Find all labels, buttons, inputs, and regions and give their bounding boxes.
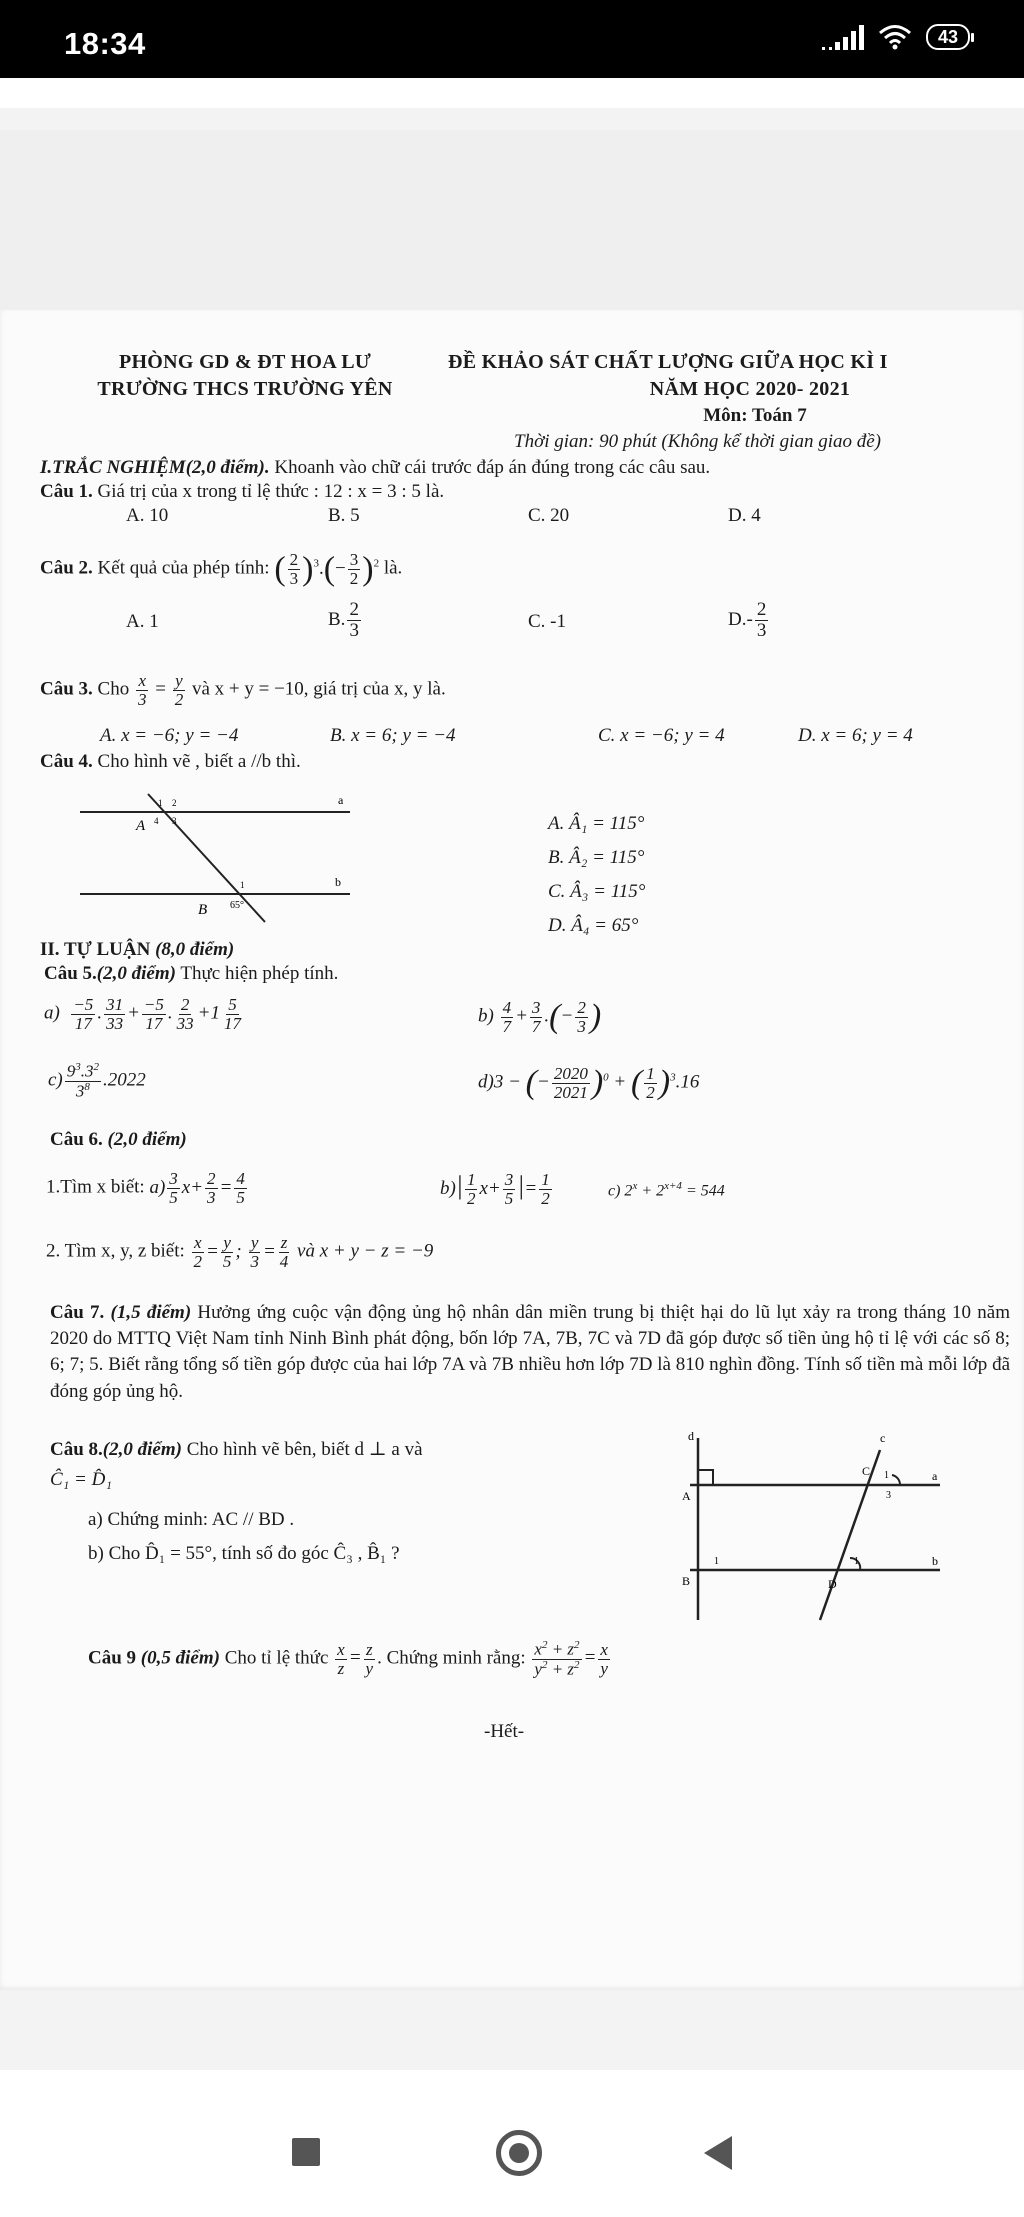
fig8-label-B: B xyxy=(682,1574,691,1588)
section2-points: (8,0 điểm) xyxy=(155,939,235,960)
exam-title: ĐỀ KHẢO SÁT CHẤT LƯỢNG GIỮA HỌC KÌ I xyxy=(448,351,888,373)
status-time: 18:34 xyxy=(64,26,146,61)
q8-line xyxy=(50,1438,423,1462)
q4-option-c: C. Â₃ = 115° xyxy=(548,881,646,902)
q8-figure xyxy=(640,1430,960,1630)
school-year: NĂM HỌC 2020- 2021 xyxy=(649,378,851,400)
q3-option-c: C. x = −6; y = 4 xyxy=(598,725,725,746)
svg-text:3: 3 xyxy=(886,1490,891,1501)
q4-figure xyxy=(70,790,360,930)
svg-text:1: 1 xyxy=(854,1556,859,1567)
fig4-angle: 65° xyxy=(230,900,244,911)
q2-option-c: C. -1 xyxy=(528,611,566,632)
q4-line xyxy=(40,750,301,774)
school-name-text: TRƯỜNG THCS TRƯỜNG YÊN xyxy=(97,378,393,400)
signal-icon xyxy=(822,24,864,50)
q2-option-a: A. 1 xyxy=(126,611,159,632)
svg-text:2: 2 xyxy=(172,798,177,808)
fig4-label-A: A xyxy=(136,818,146,834)
q6-line xyxy=(50,1128,187,1152)
battery-icon xyxy=(926,24,970,50)
q9-mid: . Chứng minh rằng: xyxy=(377,1647,526,1669)
fig8-label-b: b xyxy=(932,1554,938,1568)
exam-document xyxy=(0,310,1024,1990)
q4-text: Cho hình vẽ , biết a //b thì. xyxy=(92,751,301,772)
q5-points: (2,0 điểm) xyxy=(96,963,176,984)
fig4-label-b: b xyxy=(335,875,341,889)
q8-label: Câu 8. xyxy=(50,1439,103,1460)
q5c-expression: c) $\frac{9^3.3^2}{3^8}$ .2022 xyxy=(48,1061,146,1101)
q4-option-b: B. Â₂ = 115° xyxy=(548,847,645,868)
q3-option-a: A. x = −6; y = −4 xyxy=(100,725,239,746)
q2-text: Kết quả của phép tính: xyxy=(92,557,270,579)
q5-line xyxy=(44,962,338,986)
q4-label: Câu 4. xyxy=(40,751,93,772)
q3-line: Câu 3. Cho $\frac{x}{3}$ = $\frac{y}{2}$ và x + y = −10, giá trị của x, y là. xyxy=(40,671,446,709)
section2-line xyxy=(40,938,234,962)
fig8-label-D: D xyxy=(828,1577,837,1591)
q8-part-a: a) Chứng minh: AC // BD . xyxy=(88,1509,295,1530)
q7-text: Hưởng ứng cuộc vận động ủng hộ nhân dân miền trung bị thiệt hại do lũ lụt xảy ra trong tháng 10 năm 2020 do MTTQ Việt Nam tỉnh Ninh Bình phát động, bốn lớp 7A, 7B, 7C và 7D đã góp được số tiền ủng hộ tỉ lệ với các số 8; 6; 7; 5. Biết rằng tổng số tiền góp được của hai lớp 7A và 7B nhiều hơn lớp 7D là 810 nghìn đồng. Tính số tiền mà mỗi lớp đã đóng góp ủng hộ. xyxy=(50,1302,1010,1402)
q5b-expression: b) $\frac{4}{7}$ + $\frac{3}{7}$ .(− $\frac{2}{3}$ ) xyxy=(478,997,602,1036)
q6-part1b: b)| $\frac{1}{2}$ x+ $\frac{3}{5}$ |= $\frac{1}{2}$ xyxy=(440,1170,550,1209)
fig8-label-a: a xyxy=(932,1469,938,1483)
battery-level: 43 xyxy=(937,26,958,47)
q4-option-d: D. Â₄ = 65° xyxy=(548,915,639,936)
q6-points: (2,0 điểm) xyxy=(107,1129,187,1150)
q1-option-d: D. 4 xyxy=(728,505,761,526)
q2-label: Câu 2. xyxy=(40,557,93,579)
q2-suffix: là. xyxy=(383,557,403,579)
fig8-label-C: C xyxy=(862,1464,871,1478)
q3-option-d: D. x = 6; y = 4 xyxy=(798,725,913,746)
q3-text: và x + y = −10, giá trị của x, y là. xyxy=(191,678,446,700)
wifi-icon xyxy=(878,24,912,50)
q8-part-b: b) Cho D̂₁ = 55°, tính số đo góc Ĉ₃ , B̂₁ ? xyxy=(88,1543,400,1564)
svg-text:1: 1 xyxy=(884,1470,889,1481)
status-icons xyxy=(822,24,970,50)
q9-label: Câu 9 xyxy=(88,1647,137,1669)
q3-label: Câu 3. xyxy=(40,678,93,700)
q8-text: Cho hình vẽ bên, biết d ⊥ a và xyxy=(181,1439,423,1460)
fig8-label-c: c xyxy=(880,1431,886,1445)
q9-line: Câu 9 (0,5 điểm) Cho tỉ lệ thức $\frac{x}{z}$ = $\frac{z}{y}$ . Chứng minh rằng: $\frac{x^2 + z^2}{y^2 + z^2}$ = $\frac{x}{y}$ xyxy=(88,1639,608,1679)
q2-expression: ( $\frac{2}{3}$ )$^3$.(− $\frac{3}{2}$ )$^2$ xyxy=(274,549,380,588)
time-note: Thời gian: 90 phút (Không kể thời gian giao đề) xyxy=(514,431,882,452)
fig4-label-B: B xyxy=(198,902,208,918)
q1-label: Câu 1. xyxy=(40,481,93,502)
q1-option-c: C. 20 xyxy=(528,505,570,526)
svg-text:4: 4 xyxy=(154,816,159,826)
home-button[interactable] xyxy=(496,2130,542,2176)
svg-text:1: 1 xyxy=(158,798,163,808)
q3-option-b: B. x = 6; y = −4 xyxy=(330,725,456,746)
q5-text: Thực hiện phép tính. xyxy=(175,963,339,984)
q1-option-b: B. 5 xyxy=(328,505,360,526)
recent-apps-button[interactable] xyxy=(292,2138,320,2166)
section1-line xyxy=(40,456,710,480)
q1-line xyxy=(40,480,444,504)
dept-name: PHÒNG GD & ĐT HOA LƯ xyxy=(118,351,372,373)
back-button[interactable] xyxy=(704,2136,732,2170)
q4-option-a: A. Â₁ = 115° xyxy=(548,813,645,834)
section2-title: II. TỰ LUẬN xyxy=(40,939,151,960)
q9-points: (0,5 điểm) xyxy=(140,1647,220,1669)
status-bar xyxy=(0,0,1024,78)
subject: Môn: Toán 7 xyxy=(703,405,807,426)
fig4-label-a: a xyxy=(338,793,344,807)
svg-text:1: 1 xyxy=(714,1556,719,1567)
q5a-expression: a) $\frac{-5}{17}$ . $\frac{31}{33}$ + $\frac{-5}{17}$ . $\frac{2}{33}$ +1 $\frac{5}{17}$ xyxy=(44,995,241,1033)
q7-block xyxy=(50,1300,1010,1405)
page-gap xyxy=(0,130,1024,310)
browser-toolbar-remnant xyxy=(0,78,1024,108)
q2-option-b: B. $\frac{2}{3}$ xyxy=(328,599,359,641)
svg-text:1: 1 xyxy=(240,880,245,890)
q1-text: Giá trị của x trong tỉ lệ thức : 12 : x = 3 : 5 là. xyxy=(92,481,445,502)
q8-condition: Ĉ₁ = D̂₁ xyxy=(50,1469,112,1490)
section1-instruction: Khoanh vào chữ cái trước đáp án đúng trong các câu sau. xyxy=(269,457,711,478)
q9-text: Cho tỉ lệ thức xyxy=(219,1647,329,1669)
q7-points: (1,5 điểm) xyxy=(110,1302,192,1323)
q6-part1c: c) $2^x + 2^{x+4} = 544$ xyxy=(608,1180,725,1200)
q6-part2: 2. Tìm x, y, z biết: $\frac{x}{2}$ = $\frac{y}{5}$ ; $\frac{y}{3}$ = $\frac{z}{4}$ và x + y − z = −9 xyxy=(46,1233,434,1271)
q6-label: Câu 6. xyxy=(50,1129,103,1150)
q8-points: (2,0 điểm) xyxy=(102,1439,182,1460)
fig8-label-A: A xyxy=(682,1489,691,1503)
fig8-label-d: d xyxy=(688,1430,694,1443)
q5d-expression: d)3 − (− $\frac{2020}{2021}$ )$^0$ + ( $\frac{1}{2}$ )$^3$.16 xyxy=(478,1063,700,1102)
q1-option-a: A. 10 xyxy=(126,505,169,526)
q5-label: Câu 5. xyxy=(44,963,97,984)
end-mark: -Hết- xyxy=(484,1721,525,1742)
q2-line xyxy=(40,548,402,591)
svg-text:3: 3 xyxy=(172,816,177,826)
q6-part1: 1.Tìm x biết: a) $\frac{3}{5}$ x+ $\frac{2}{3}$ = $\frac{4}{5}$ xyxy=(46,1169,245,1207)
q7-label: Câu 7. xyxy=(50,1302,105,1323)
q2-option-d: D.- $\frac{2}{3}$ xyxy=(728,599,767,641)
section1-title: I.TRẮC NGHIỆM(2,0 điểm). xyxy=(40,457,270,478)
